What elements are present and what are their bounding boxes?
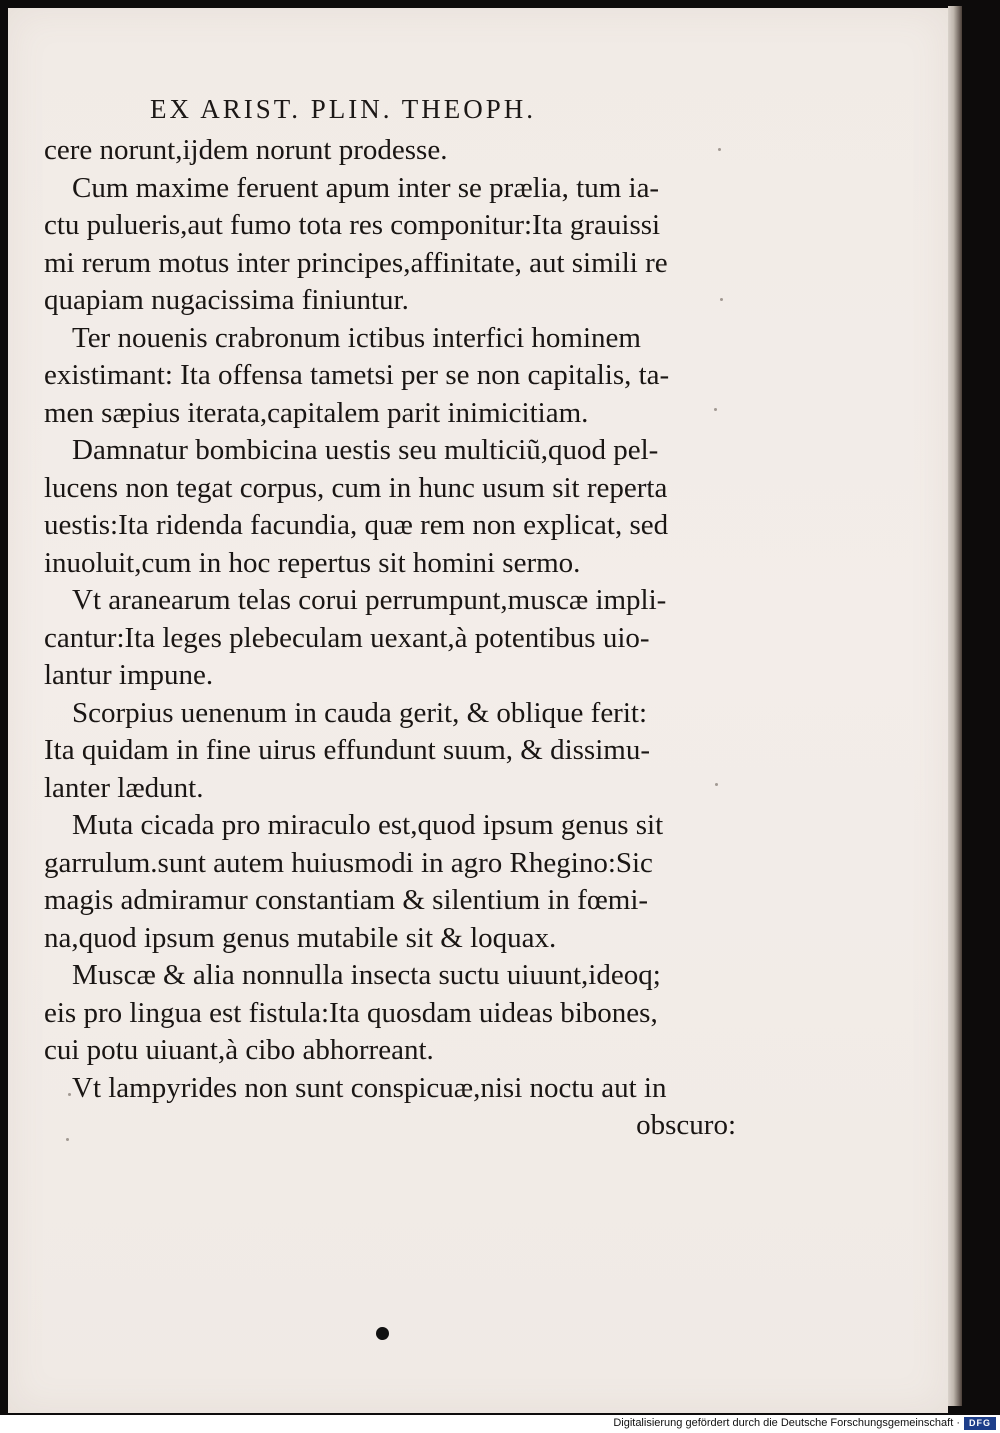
text-line: lantur impune.: [44, 659, 214, 691]
text-line: lucens non tegat corpus, cum in hunc usum sit reperta: [44, 471, 668, 504]
text-line: Ita quidam in fine uirus effundunt suum, & dissimu-: [44, 734, 650, 766]
body-text: [44, 132, 744, 1145]
text-line: men sæpius iterata,capitalem parit inimicitiam.: [44, 396, 589, 429]
text-line: inuoluit,cum in hoc repertus sit homini sermo.: [44, 546, 581, 579]
text-line: Cum maxime feruent apum inter se prælia, tum ia-: [72, 171, 660, 204]
text-line: mi rerum motus inter principes,affinitate, aut simili re: [44, 246, 668, 279]
paragraph: [44, 170, 744, 320]
text-line: quapiam nugacissima finiuntur.: [44, 284, 409, 316]
text-line: ctu pulueris,aut fumo tota res componitur:Ita grauissi: [44, 209, 661, 241]
text-line: cui potu uiuant,à cibo abhorreant.: [44, 1034, 434, 1066]
paragraph: [44, 320, 744, 433]
signature-dot: [376, 1327, 389, 1340]
dfg-logo: DFG: [964, 1417, 996, 1430]
text-line: na,quod ipsum genus mutabile sit & loquax.: [44, 921, 557, 954]
running-head: EX ARIST. PLIN. THEOPH.: [150, 94, 537, 124]
digitization-credit: Digitalisierung gefördert durch die Deutsche Forschungsgemeinschaft ·: [613, 1417, 960, 1429]
text-line: cantur:Ita leges plebeculam uexant,à potentibus uio-: [44, 621, 650, 654]
catchword: obscuro:: [636, 1109, 736, 1141]
text-line: lanter lædunt.: [44, 771, 204, 804]
page-edge: [948, 6, 962, 1406]
paragraph: [44, 1070, 744, 1145]
paragraph: [44, 695, 744, 808]
text-line: magis admiramur constantiam & silentium in fœmi-: [44, 884, 649, 916]
paragraph: [44, 132, 744, 170]
text-line: Damnatur bombicina uestis seu multiciũ,quod pel-: [72, 434, 659, 466]
text-line: Vt lampyrides non sunt conspicuæ,nisi noctu aut in: [72, 1071, 667, 1104]
text-line: Vt aranearum telas corui perrumpunt,muscæ impli-: [72, 584, 667, 616]
paragraph: [44, 807, 744, 957]
paragraph: [44, 957, 744, 1070]
text-line: cere norunt,ijdem norunt prodesse.: [44, 134, 448, 166]
text-line: Muscæ & alia nonnulla insecta suctu uiuunt,ideoq;: [72, 959, 661, 991]
text-line: Ter nouenis crabronum ictibus interfici hominem: [72, 321, 641, 354]
paragraph: [44, 432, 744, 582]
text-line: Scorpius uenenum in cauda gerit, & oblique ferit:: [72, 696, 648, 729]
text-line: uestis:Ita ridenda facundia, quæ rem non explicat, sed: [44, 509, 669, 541]
text-line: existimant: Ita offensa tametsi per se non capitalis, ta-: [44, 359, 670, 391]
text-line: eis pro lingua est fistula:Ita quosdam uideas bibones,: [44, 996, 658, 1029]
text-line: Muta cicada pro miraculo est,quod ipsum genus sit: [72, 809, 664, 841]
text-line: garrulum.sunt autem huiusmodi in agro Rhegino:Sic: [44, 846, 653, 879]
paragraph: [44, 582, 744, 695]
